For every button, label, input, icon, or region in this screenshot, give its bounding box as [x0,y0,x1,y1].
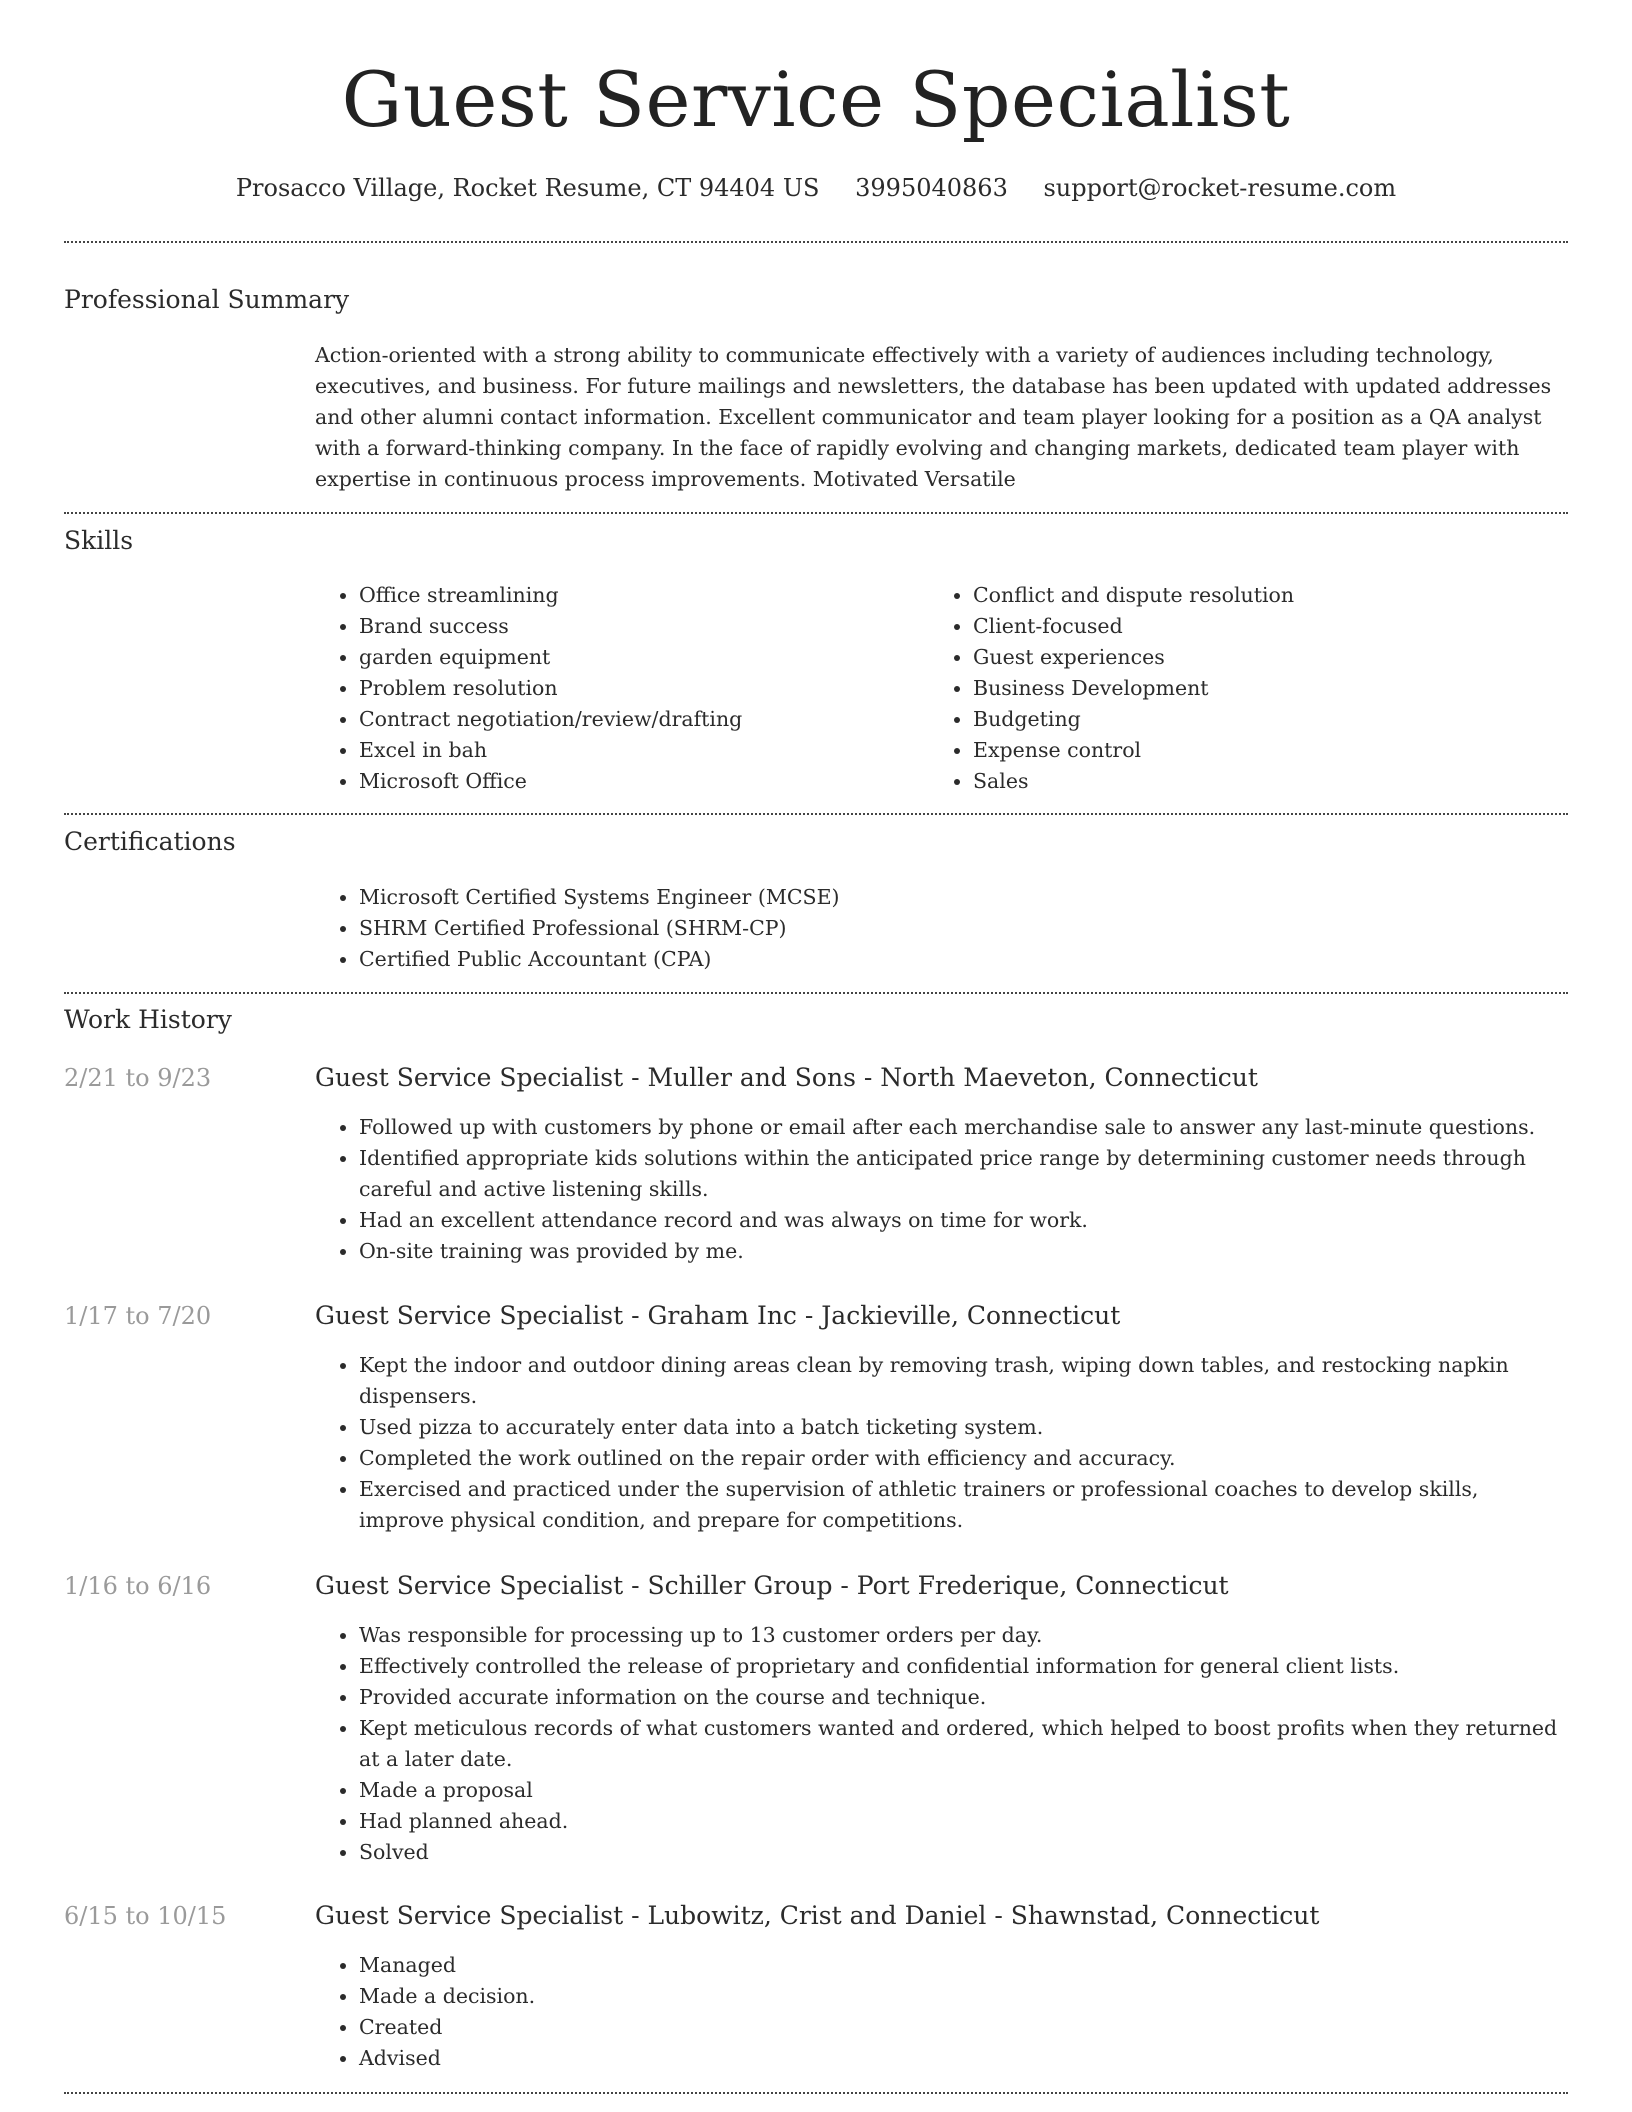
skill-item: • Budgeting [973,704,1529,735]
job-bullet: • Exercised and practiced under the supervision of athletic trainers or professional coaches to develop skills, improve physical condition, and prepare for competitions. [359,1474,1568,1536]
certification-item: • Microsoft Certified Systems Engineer (MCSE) [359,882,1568,913]
header-divider [64,241,1568,243]
job-bullet: • On-site training was provided by me. [359,1236,1568,1267]
skill-item: • Business Development [973,673,1529,704]
contact-line [64,172,1568,204]
job-bullet: • Managed [359,1950,1568,1981]
job-bullets [315,1620,1568,1868]
skill-item: • Expense control [973,735,1529,766]
job-bullets [315,1950,1568,2074]
job-bullet: • Kept the indoor and outdoor dining areas clean by removing trash, wiping down tables, and restocking napkin dispensers. [359,1350,1568,1412]
skills-heading: Skills [64,526,134,555]
skill-item: • Contract negotiation/review/drafting [359,704,915,735]
job-dates: 2/21 to 9/23 [64,1064,212,1092]
certifications-divider [64,992,1568,994]
certifications-heading: Certifications [64,827,236,856]
skills-section [315,580,1568,800]
resume-name: Guest Service Specialist [341,55,1291,144]
contact-phone: 3995040863 [855,174,1008,202]
skill-item: • Office streamlining [359,580,915,611]
job-dates: 1/16 to 6/16 [64,1572,212,1600]
job-title: Guest Service Specialist - Graham Inc - Jackieville, Connecticut [315,1301,1121,1330]
skill-item: • Client-focused [973,611,1529,642]
skill-item: • Brand success [359,611,915,642]
job-bullet: • Had planned ahead. [359,1806,1568,1837]
skill-item: • Excel in bah [359,735,915,766]
job-bullet: • Made a decision. [359,1981,1568,2012]
job-bullets [315,1112,1568,1267]
summary-section [315,340,1568,495]
job-bullet: • Completed the work outlined on the repair order with efficiency and accuracy. [359,1443,1568,1474]
skill-item: • Conflict and dispute resolution [973,580,1529,611]
job-bullet: • Had an excellent attendance record and was always on time for work. [359,1205,1568,1236]
skill-item: • Microsoft Office [359,766,915,797]
job-bullet: • Used pizza to accurately enter data into a batch ticketing system. [359,1412,1568,1443]
summary-text: Action-oriented with a strong ability to communicate effectively with a variety of audiences including technology, executives, and business. For future mailings and newsletters, the database has been updated with updated addresses and other alumni contact information. Excellent communicator and team player looking for a position as a QA analyst with a forward-thinking company. In the face of rapidly evolving and changing markets, dedicated team player with expertise in continuous process improvements. Motivated Versatile [315,343,1552,491]
skills-divider [64,813,1568,815]
job-bullet: • Solved [359,1837,1568,1868]
job-bullets [315,1350,1568,1536]
job-bullet: • Made a proposal [359,1775,1568,1806]
job-dates: 1/17 to 7/20 [64,1302,212,1330]
work-history-divider [64,2092,1568,2094]
job-bullet: • Provided accurate information on the course and technique. [359,1682,1568,1713]
skill-item: • garden equipment [359,642,915,673]
certifications-section [315,882,1568,975]
job-bullet: • Was responsible for processing up to 13 customer orders per day. [359,1620,1568,1651]
skill-item: • Guest experiences [973,642,1529,673]
summary-divider [64,512,1568,514]
skills-left-column [315,580,915,797]
skills-right-column [929,580,1529,797]
contact-email: support@rocket-resume.com [1043,174,1397,202]
skill-item: • Sales [973,766,1529,797]
job-bullet: • Effectively controlled the release of proprietary and confidential information for general client lists. [359,1651,1568,1682]
job-bullet: • Identified appropriate kids solutions within the anticipated price range by determining customer needs through careful and active listening skills. [359,1143,1568,1205]
job-title: Guest Service Specialist - Schiller Group - Port Frederique, Connecticut [315,1571,1229,1600]
job-dates: 6/15 to 10/15 [64,1902,227,1930]
job-bullet: • Created [359,2012,1568,2043]
job-title: Guest Service Specialist - Muller and Sons - North Maeveton, Connecticut [315,1063,1258,1092]
certification-item: • Certified Public Accountant (CPA) [359,944,1568,975]
contact-address: Prosacco Village, Rocket Resume, CT 94404 US [235,174,820,202]
job-bullet: • Advised [359,2043,1568,2074]
certification-item: • SHRM Certified Professional (SHRM-CP) [359,913,1568,944]
job-bullet: • Kept meticulous records of what customers wanted and ordered, which helped to boost profits when they returned at a later date. [359,1713,1568,1775]
job-bullet: • Followed up with customers by phone or email after each merchandise sale to answer any last-minute questions. [359,1112,1568,1143]
skill-item: • Problem resolution [359,673,915,704]
resume-page [64,0,1568,2070]
work-history-heading: Work History [64,1005,232,1034]
summary-heading: Professional Summary [64,285,350,314]
job-title: Guest Service Specialist - Lubowitz, Crist and Daniel - Shawnstad, Connecticut [315,1901,1320,1930]
